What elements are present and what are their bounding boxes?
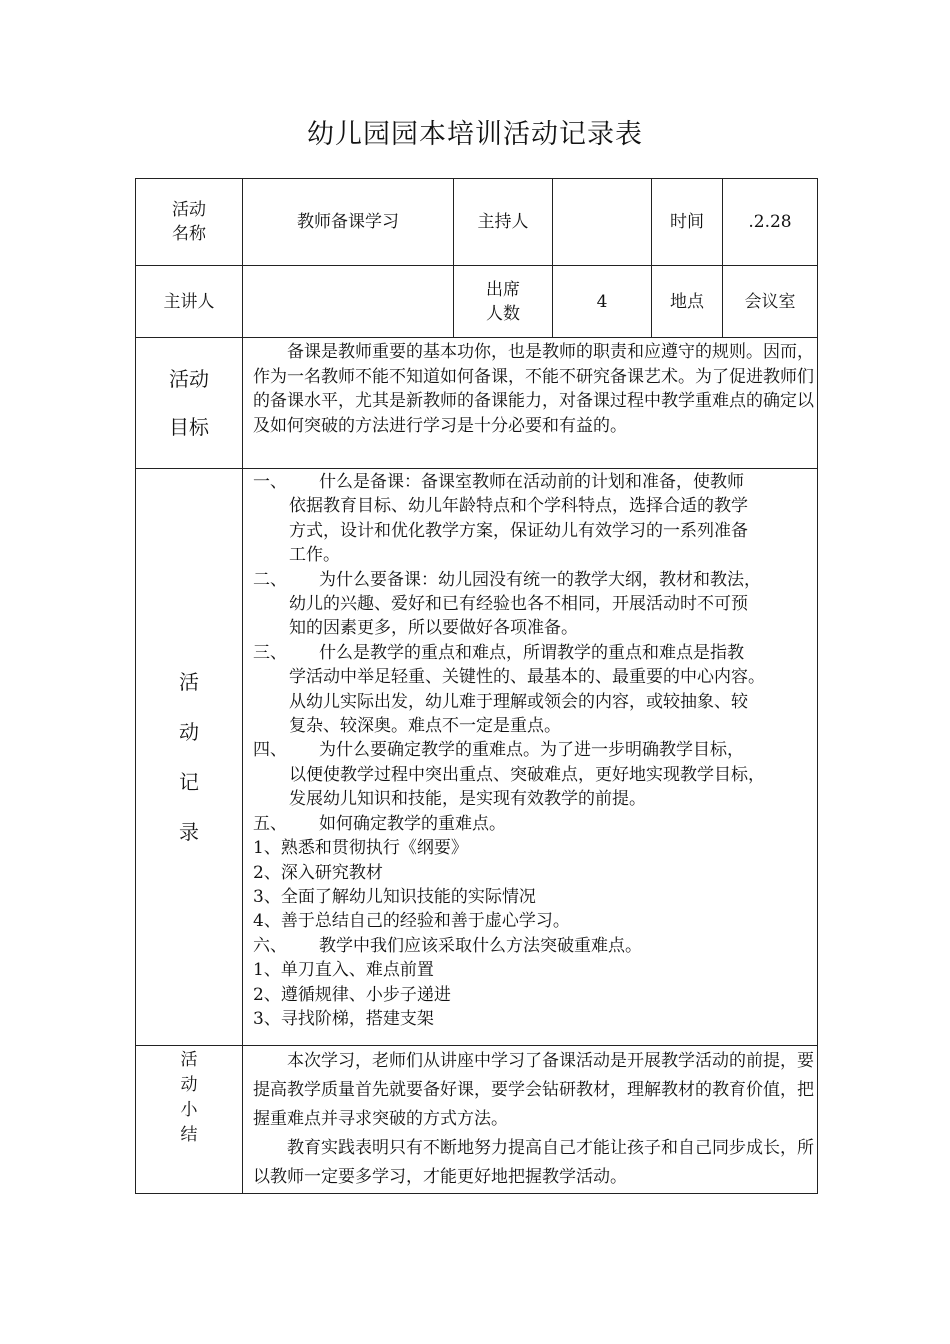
record-label-char: 活 xyxy=(179,670,199,694)
summary-content xyxy=(243,1046,818,1194)
location-value: 会议室 xyxy=(723,266,818,338)
goal-label-line1: 活动 xyxy=(169,367,209,391)
section-line: 方式，设计和优化教学方案，保证幼儿有效学习的一系列准备 xyxy=(289,520,748,541)
section-heading: 如何确定教学的重难点。 xyxy=(319,813,506,834)
info-row-2 xyxy=(136,266,818,338)
section-number: 三、 xyxy=(253,642,287,663)
record-table xyxy=(135,178,818,1194)
section-line: 从幼儿实际出发，幼儿难于理解或领会的内容，或较抽象、较 xyxy=(289,691,748,712)
list-item: 3、全面了解幼儿知识技能的实际情况 xyxy=(253,886,536,907)
location-label: 地点 xyxy=(652,266,723,338)
list-item: 1、熟悉和贯彻执行《纲要》 xyxy=(253,838,468,859)
summary-paragraph-2: 教育实践表明只有不断地努力提高自己才能让孩子和自己同步成长，所以教师一定要多学习，才能更好地把握教学活动。 xyxy=(253,1138,814,1187)
record-section-4 xyxy=(253,738,815,811)
goal-row xyxy=(136,338,818,469)
record-section-5 xyxy=(253,812,815,934)
summary-label-char: 活 xyxy=(180,1050,198,1070)
section-line: 学活动中举足轻重、关键性的、最基本的、最重要的中心内容。 xyxy=(289,667,765,688)
list-item: 1、单刀直入、难点前置 xyxy=(253,960,434,981)
section-number: 六、 xyxy=(253,935,287,956)
host-label: 主持人 xyxy=(454,179,553,266)
attendance-label xyxy=(454,266,553,338)
section-line: 复杂、较深奥。难点不一定是重点。 xyxy=(289,716,561,737)
record-section-2 xyxy=(253,568,815,641)
info-row-1 xyxy=(136,179,818,266)
section-line: 发展幼儿知识和技能，是实现有效教学的前提。 xyxy=(289,789,646,810)
section-line: 幼儿的兴趣、爱好和已有经验也各不相同，开展活动时不可预 xyxy=(289,594,748,615)
speaker-label: 主讲人 xyxy=(136,266,243,338)
summary-paragraph-1: 本次学习，老师们从讲座中学习了备课活动是开展教学活动的前提，要提高教学质量首先就要备好课，要学会钻研教材，理解教材的教育价值，把握重难点并寻求突破的方式方法。 xyxy=(253,1051,814,1129)
section-number: 五、 xyxy=(253,813,287,834)
summary-label-char: 结 xyxy=(180,1125,198,1145)
record-label-char: 录 xyxy=(179,820,199,844)
summary-label xyxy=(136,1046,243,1194)
goal-text-cell xyxy=(243,338,818,469)
section-heading: 什么是教学的重点和难点，所谓教学的重点和难点是指教 xyxy=(319,642,744,663)
goal-label xyxy=(136,338,243,469)
summary-label-char: 动 xyxy=(180,1075,198,1095)
page-title: 幼儿园园本培训活动记录表 xyxy=(307,119,643,150)
activity-name-label xyxy=(136,179,243,266)
host-value xyxy=(553,179,652,266)
goal-label-line2: 目标 xyxy=(169,415,209,439)
list-item: 4、善于总结自己的经验和善于虚心学习。 xyxy=(253,911,570,932)
record-section-3 xyxy=(253,641,815,739)
activity-name-label-text: 活动 名称 xyxy=(172,200,206,244)
record-content xyxy=(243,469,818,1046)
list-item: 2、遵循规律、小步子递进 xyxy=(253,984,451,1005)
record-label xyxy=(136,469,243,1046)
list-item: 3、寻找阶梯，搭建支架 xyxy=(253,1008,434,1029)
section-heading: 为什么要备课：幼儿园没有统一的教学大纲，教材和教法， xyxy=(319,569,761,590)
section-number: 一、 xyxy=(253,472,287,492)
list-item: 2、深入研究教材 xyxy=(253,862,383,883)
section-number: 二、 xyxy=(253,569,287,590)
record-row xyxy=(136,469,818,1046)
record-section-1 xyxy=(253,470,815,568)
section-number: 四、 xyxy=(253,740,287,761)
record-label-char: 动 xyxy=(179,720,199,744)
summary-row xyxy=(136,1046,818,1194)
activity-name-value: 教师备课学习 xyxy=(243,179,454,266)
time-value: .2.28 xyxy=(723,179,818,266)
record-section-6 xyxy=(253,934,815,1032)
record-label-char: 记 xyxy=(179,770,199,794)
goal-text: 备课是教师重要的基本功你，也是教师的职责和应遵守的规则。因而，作为一名教师不能不知道如何备课，不能不研究备课艺术。为了促进教师们的备课水平，尤其是新教师的备课能力，对备课过程中教学重难点的确定以及如何突破的方法进行学习是十分必要和有益的。 xyxy=(253,342,814,436)
section-line: 依据教育目标、幼儿年龄特点和个学科特点，选择合适的教学 xyxy=(289,496,748,517)
section-heading: 为什么要确定教学的重难点。为了进一步明确教学目标， xyxy=(319,740,744,761)
section-line: 知的因素更多，所以要做好各项准备。 xyxy=(289,618,578,639)
attendance-label-text: 出席 人数 xyxy=(486,279,520,324)
section-heading: 什么是备课：备课室教师在活动前的计划和准备，使教师 xyxy=(319,472,744,492)
attendance-value: 4 xyxy=(553,266,652,338)
section-line: 工作。 xyxy=(289,545,340,566)
section-heading: 教学中我们应该采取什么方法突破重难点。 xyxy=(319,935,642,956)
section-line: 以便使教学过程中突出重点、突破难点，更好地实现教学目标， xyxy=(289,764,765,785)
speaker-value xyxy=(243,266,454,338)
time-label: 时间 xyxy=(652,179,723,266)
summary-label-char: 小 xyxy=(180,1100,198,1120)
